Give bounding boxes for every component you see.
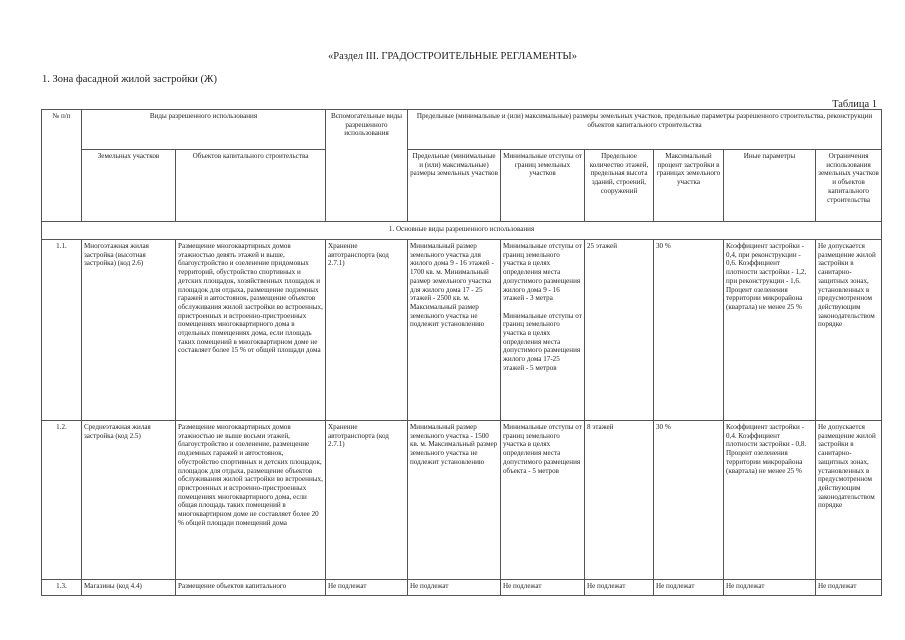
row-aux: Хранение автотранспорта (код 2.7.1) xyxy=(326,421,408,580)
row-num: 1.3. xyxy=(42,580,82,596)
row-num: 1.1. xyxy=(42,240,82,421)
row-land: Среднеэтажная жилая застройка (код 2.5) xyxy=(82,421,176,580)
table-row xyxy=(42,580,882,596)
row-floors: 8 этажей xyxy=(585,421,654,580)
row-restrictions: Не допускается размещение жилой застройки в санитарно-защитных зонах, установленных в предусмотренном действующим законодательством порядке xyxy=(816,421,882,580)
header-size: Предельные (минимальные и (или) максимальные) размеры земельных участков xyxy=(408,150,501,222)
table-row xyxy=(42,240,882,421)
row-land: Многоэтажная жилая застройка (высотная застройка) (код 2.6) xyxy=(82,240,176,421)
row-size: Не подлежат xyxy=(408,580,501,596)
row-other: Коэффициент застройки - 0,4. Коэффициент плотности застройки - 0,8. Процент озеленения территории микрорайона (квартала) не менее 25 % xyxy=(724,421,816,580)
row-aux: Не подлежат xyxy=(326,580,408,596)
header-restrictions: Ограничения использования земельных участков и объектов капитального строительства xyxy=(816,150,882,222)
header-aux: Вспомогательные виды разрешенного использования xyxy=(326,110,408,222)
row-restrictions: Не допускается размещение жилой застройки в санитарно-защитных зонах, установленных в предусмотренном действующим законодательством порядке xyxy=(816,240,882,421)
section-heading: 1. Основные виды разрешенного использования xyxy=(42,222,882,240)
row-num: 1.2. xyxy=(42,421,82,580)
header-num: № п/п xyxy=(42,110,82,222)
header-uses: Виды разрешенного использования xyxy=(82,110,326,150)
row-size: Минимальный размер земельного участка - 1500 кв. м. Максимальный размер земельного участка не подлежит установлению xyxy=(408,421,501,580)
row-objects: Размещение объектов капитального xyxy=(176,580,326,596)
row-setback: Минимальные отступы от границ земельного участка в целях определения места допустимого размещения жилого дома 9 - 16 этажей - 3 метра Минимальные отступы от границ земельного участка в целях определения места допустимого размещения жилого дома 17-25 этажей - 5 метров xyxy=(501,240,585,421)
table-number: Таблица 1 xyxy=(832,99,877,110)
row-floors: 25 этажей xyxy=(585,240,654,421)
zone-subtitle: 1. Зона фасадной жилой застройки (Ж) xyxy=(42,74,217,85)
header-percent: Максимальный процент застройки в границах земельного участка xyxy=(654,150,724,222)
row-size: Минимальный размер земельного участка для жилого дома 9 - 16 этажей - 1700 кв. м. Минимальный размер земельного участка для жилого дома 17 - 25 этажей - 2500 кв. м. Максимальный размер земельного участка не подлежит установлению xyxy=(408,240,501,421)
document-title: «Раздел III. ГРАДОСТРОИТЕЛЬНЫЕ РЕГЛАМЕНТЫ» xyxy=(328,51,577,62)
header-limits: Предельные (минимальные и (или) максимальные) размеры земельных участков, предельные параметры разрешенного строительства, реконструкции объектов капитального строительства xyxy=(408,110,882,150)
row-objects: Размещение многоквартирных домов этажностью не выше восьми этажей, благоустройство и озеленение, размещение подземных гаражей и автостоянок, обустройство спортивных и детских площадок, площадок для отдыха, размещение объектов обслуживания жилой застройки во встроенных, пристроенных и встроенно-пристроенных помещениях многоквартирного дома, если общая площадь таких помещений в многоквартирном доме не составляет более 20 % общей площади помещений дома xyxy=(176,421,326,580)
row-percent: Не подлежат xyxy=(654,580,724,596)
row-other: Коэффициент застройки - 0,4, при реконструкции - 0,6. Коэффициент плотности застройки - 1,2, при реконструкции - 1,6. Процент озеленения территории микрорайона (квартала) не менее 25 % xyxy=(724,240,816,421)
row-percent: 30 % xyxy=(654,421,724,580)
row-restrictions: Не подлежат xyxy=(816,580,882,596)
row-other: Не подлежат xyxy=(724,580,816,596)
row-floors: Не подлежат xyxy=(585,580,654,596)
header-objects: Объектов капитального строительства xyxy=(176,150,326,222)
header-other: Иные параметры xyxy=(724,150,816,222)
row-percent: 30 % xyxy=(654,240,724,421)
row-objects: Размещение многоквартирных домов этажностью девять этажей и выше, благоустройство и озеленение придомовых территорий, обустройство спортивных и детских площадок, хозяйственных площадок и площадок для отдыха, размещение подземных гаражей и автостоянок, размещение объектов обслуживания жилой застройки во встроенных, пристроенных и встроенно-пристроенных помещениях многоквартирного дома в отдельных помещениях дома, если площадь таких помещений в многоквартирном доме не составляет более 15 % от общей площади дома xyxy=(176,240,326,421)
header-land: Земельных участков xyxy=(82,150,176,222)
header-floors: Предельное количество этажей, предельная высота зданий, строений, сооружений xyxy=(585,150,654,222)
row-setback: Не подлежат xyxy=(501,580,585,596)
row-aux: Хранение автотранспорта (код 2.7.1) xyxy=(326,240,408,421)
header-setback: Минимальные отступы от границ земельных участков xyxy=(501,150,585,222)
row-land: Магазины (код 4.4) xyxy=(82,580,176,596)
regulations-table xyxy=(41,109,882,596)
table-row xyxy=(42,421,882,580)
row-setback: Минимальные отступы от границ земельного участка в целях определения места допустимого размещения объекта - 5 метров xyxy=(501,421,585,580)
